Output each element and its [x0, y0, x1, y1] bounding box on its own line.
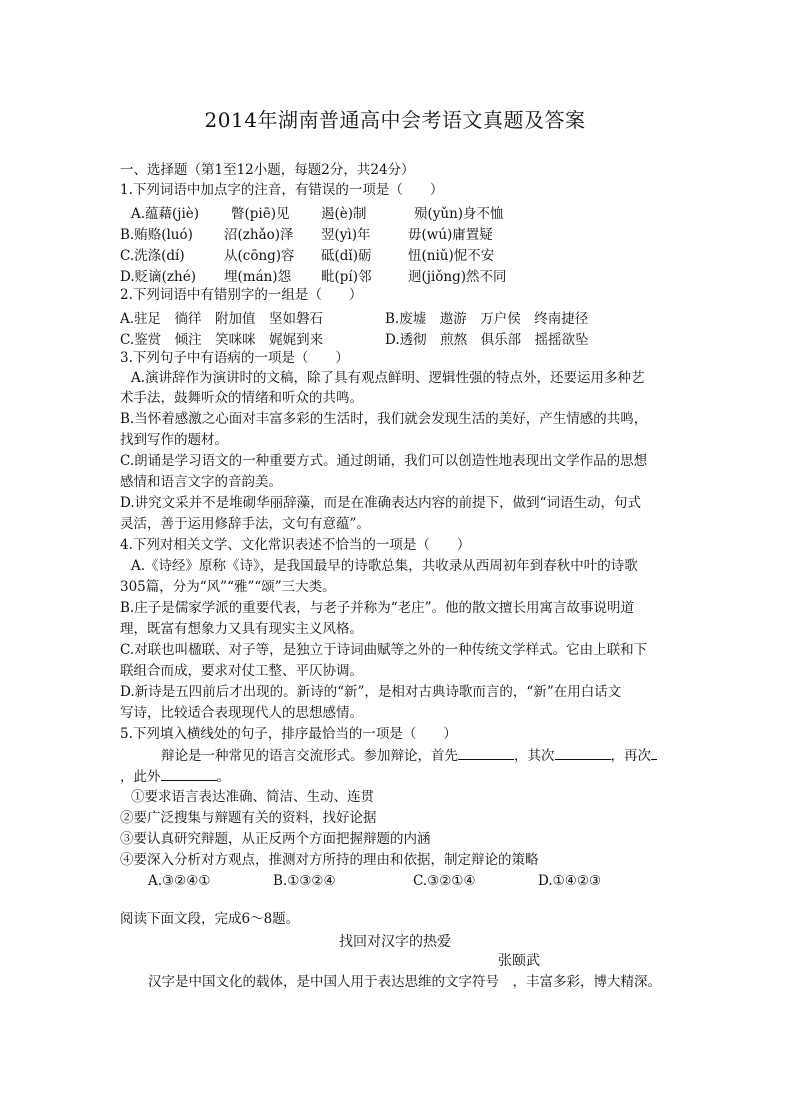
q3-option-b-line2: 找到写作的题材。	[120, 432, 228, 448]
q1-option-b-3: 翌(yì)年	[321, 227, 371, 243]
q2-option-c: C.鉴赏 倾注 笑咪咪 娓娓到来	[120, 332, 324, 348]
q4-option-d-line2: 写诗，比较适合表现现代人的思想感情。	[120, 705, 363, 721]
q5-prompt-text-d: ，此外	[120, 769, 161, 785]
q3-option-d-line2: 灵活，善于运用修辞手法，文句有意蕴”。	[120, 516, 370, 532]
q5-option-a: A.③②④①	[148, 873, 211, 889]
q2-option-b: B.废墟 遨游 万户侯 终南捷径	[385, 311, 589, 327]
q1-option-b-2: 沼(zhǎo)泽	[224, 227, 294, 243]
q3-option-c-line2: 感情和语言文字的音韵美。	[120, 474, 282, 490]
q1-option-c-2: 从(cōng)容	[224, 248, 295, 264]
q1-option-a-4: 殒(yǔn)身不恤	[414, 206, 504, 222]
q5-sentence-4: ④要深入分析对方观点，推测对方所持的理由和依据，制定辩论的策略	[120, 852, 539, 868]
q1-option-d-3: 毗(pí)邻	[321, 269, 372, 285]
q4-option-b-line2: 理，既富有想象力又具有现实主义风格。	[120, 621, 363, 637]
q1-option-d-2: 埋(mán)怨	[224, 269, 292, 285]
question-2-stem: 2.下列词语中有错别字的一组是（ ）	[120, 287, 363, 303]
q5-prompt-text-b: ，其次	[514, 748, 555, 764]
q5-prompt-text-e: 。	[216, 769, 230, 785]
q1-option-d-1: D.贬谪(zhé)	[120, 269, 196, 285]
q5-blank-2	[555, 746, 611, 760]
reading-intro: 阅读下面文段，完成6～8题。	[120, 911, 300, 927]
page-title: 2014年湖南普通高中会考语文真题及答案	[204, 108, 586, 132]
q5-option-b: B.①③②④	[273, 873, 336, 889]
question-3-stem: 3.下列句子中有语病的一项是（ ）	[120, 350, 349, 366]
q5-blank-1	[458, 746, 514, 760]
q1-option-b-1: B.贿赂(luó)	[120, 227, 193, 243]
q5-option-d: D.①④②③	[538, 873, 602, 889]
q4-option-b-line1: B.庄子是儒家学派的重要代表，与老子并称为“老庄”。他的散文擅长用寓言故事说明道	[120, 600, 635, 616]
q1-option-c-3: 砥(dǐ)砺	[321, 248, 372, 264]
q1-option-a-2: 瞥(piē)见	[231, 206, 290, 222]
q3-option-c-line1: C.朗诵是学习语文的一种重要方式。通过朗诵，我们可以创造性地表现出文学作品的思想	[120, 453, 648, 469]
q3-option-b-line1: B.当怀着感激之心面对丰富多彩的生活时，我们就会发现生活的美好，产生情感的共鸣，	[120, 411, 648, 427]
q3-option-a-line1: A.演讲辞作为演讲时的文稿，除了具有观点鲜明、逻辑性强的特点外，还要运用多种艺	[131, 370, 645, 386]
q2-option-d: D.透彻 煎熬 俱乐部 摇摇欲坠	[385, 332, 589, 348]
q4-option-d-line1: D.新诗是五四前后才出现的。新诗的“新”，是相对古典诗歌而言的，“新”在用白话文	[120, 684, 622, 700]
passage-title: 找回对汉字的热爱	[339, 934, 451, 950]
q5-blank-3	[651, 746, 657, 760]
q5-prompt-line2	[120, 767, 230, 786]
q1-option-b-4: 毋(wú)庸置疑	[408, 227, 493, 243]
q5-option-c: C.③②①④	[413, 873, 476, 889]
passage-paragraph-1: 汉字是中国文化的载体，是中国人用于表达思维的文字符号 ，丰富多彩，博大精深。	[148, 974, 661, 990]
q3-option-d-line1: D.讲究文采并不是堆砌华丽辞藻，而是在准确表达内容的前提下，做到“词语生动，句式	[120, 495, 642, 511]
q2-option-a: A.驻足 徜徉 附加值 坚如磐石	[120, 311, 324, 327]
q3-option-a-line2: 术手法，鼓舞听众的情绪和听众的共鸣。	[120, 390, 363, 406]
q1-option-a-3: 遏(è)制	[321, 206, 367, 222]
q4-option-a-line1: A.《诗经》原称《诗》，是我国最早的诗歌总集，共收录从西周初年到春秋中叶的诗歌	[131, 558, 638, 574]
passage-author: 张颐武	[498, 953, 540, 969]
q1-option-a-1: A.蕴藉(jiè)	[131, 206, 200, 222]
q5-prompt-line1	[161, 746, 657, 765]
question-5-stem: 5.下列填入横线处的句子，排序最恰当的一项是（ ）	[120, 726, 457, 742]
q4-option-c-line1: C.对联也叫楹联、对子等，是独立于诗词曲赋等之外的一种传统文学样式。它由上联和下	[120, 642, 648, 658]
q4-option-c-line2: 联组合而成，要求对仗工整、平仄协调。	[120, 663, 363, 679]
q1-option-c-4: 忸(niǔ)怩不安	[408, 248, 495, 264]
q1-option-d-4: 迥(jiǒng)然不同	[408, 269, 507, 285]
q1-option-c-1: C.洗涤(dí)	[120, 248, 185, 264]
q5-prompt-text-c: ，再次	[610, 748, 651, 764]
q5-sentence-2: ②要广泛搜集与辩题有关的资料，找好论据	[120, 810, 377, 826]
q4-option-a-line2: 305篇，分为“风”“雅”“颂”三大类。	[120, 579, 336, 595]
question-4-stem: 4.下列对相关文学、文化常识表述不恰当的一项是（ ）	[120, 537, 471, 553]
question-1-stem: 1.下列词语中加点字的注音，有错误的一项是（ ）	[120, 182, 444, 198]
q5-blank-4	[161, 767, 217, 781]
q5-sentence-3: ③要认真研究辩题，从正反两个方面把握辩题的内涵	[120, 831, 431, 847]
section-header: 一、选择题（第1至12小题，每题2分，共24分）	[120, 162, 415, 178]
q5-prompt-text-a: 辩论是一种常见的语言交流形式。参加辩论，首先	[161, 748, 458, 764]
q5-sentence-1: ①要求语言表达准确、简洁、生动、连贯	[131, 789, 374, 805]
